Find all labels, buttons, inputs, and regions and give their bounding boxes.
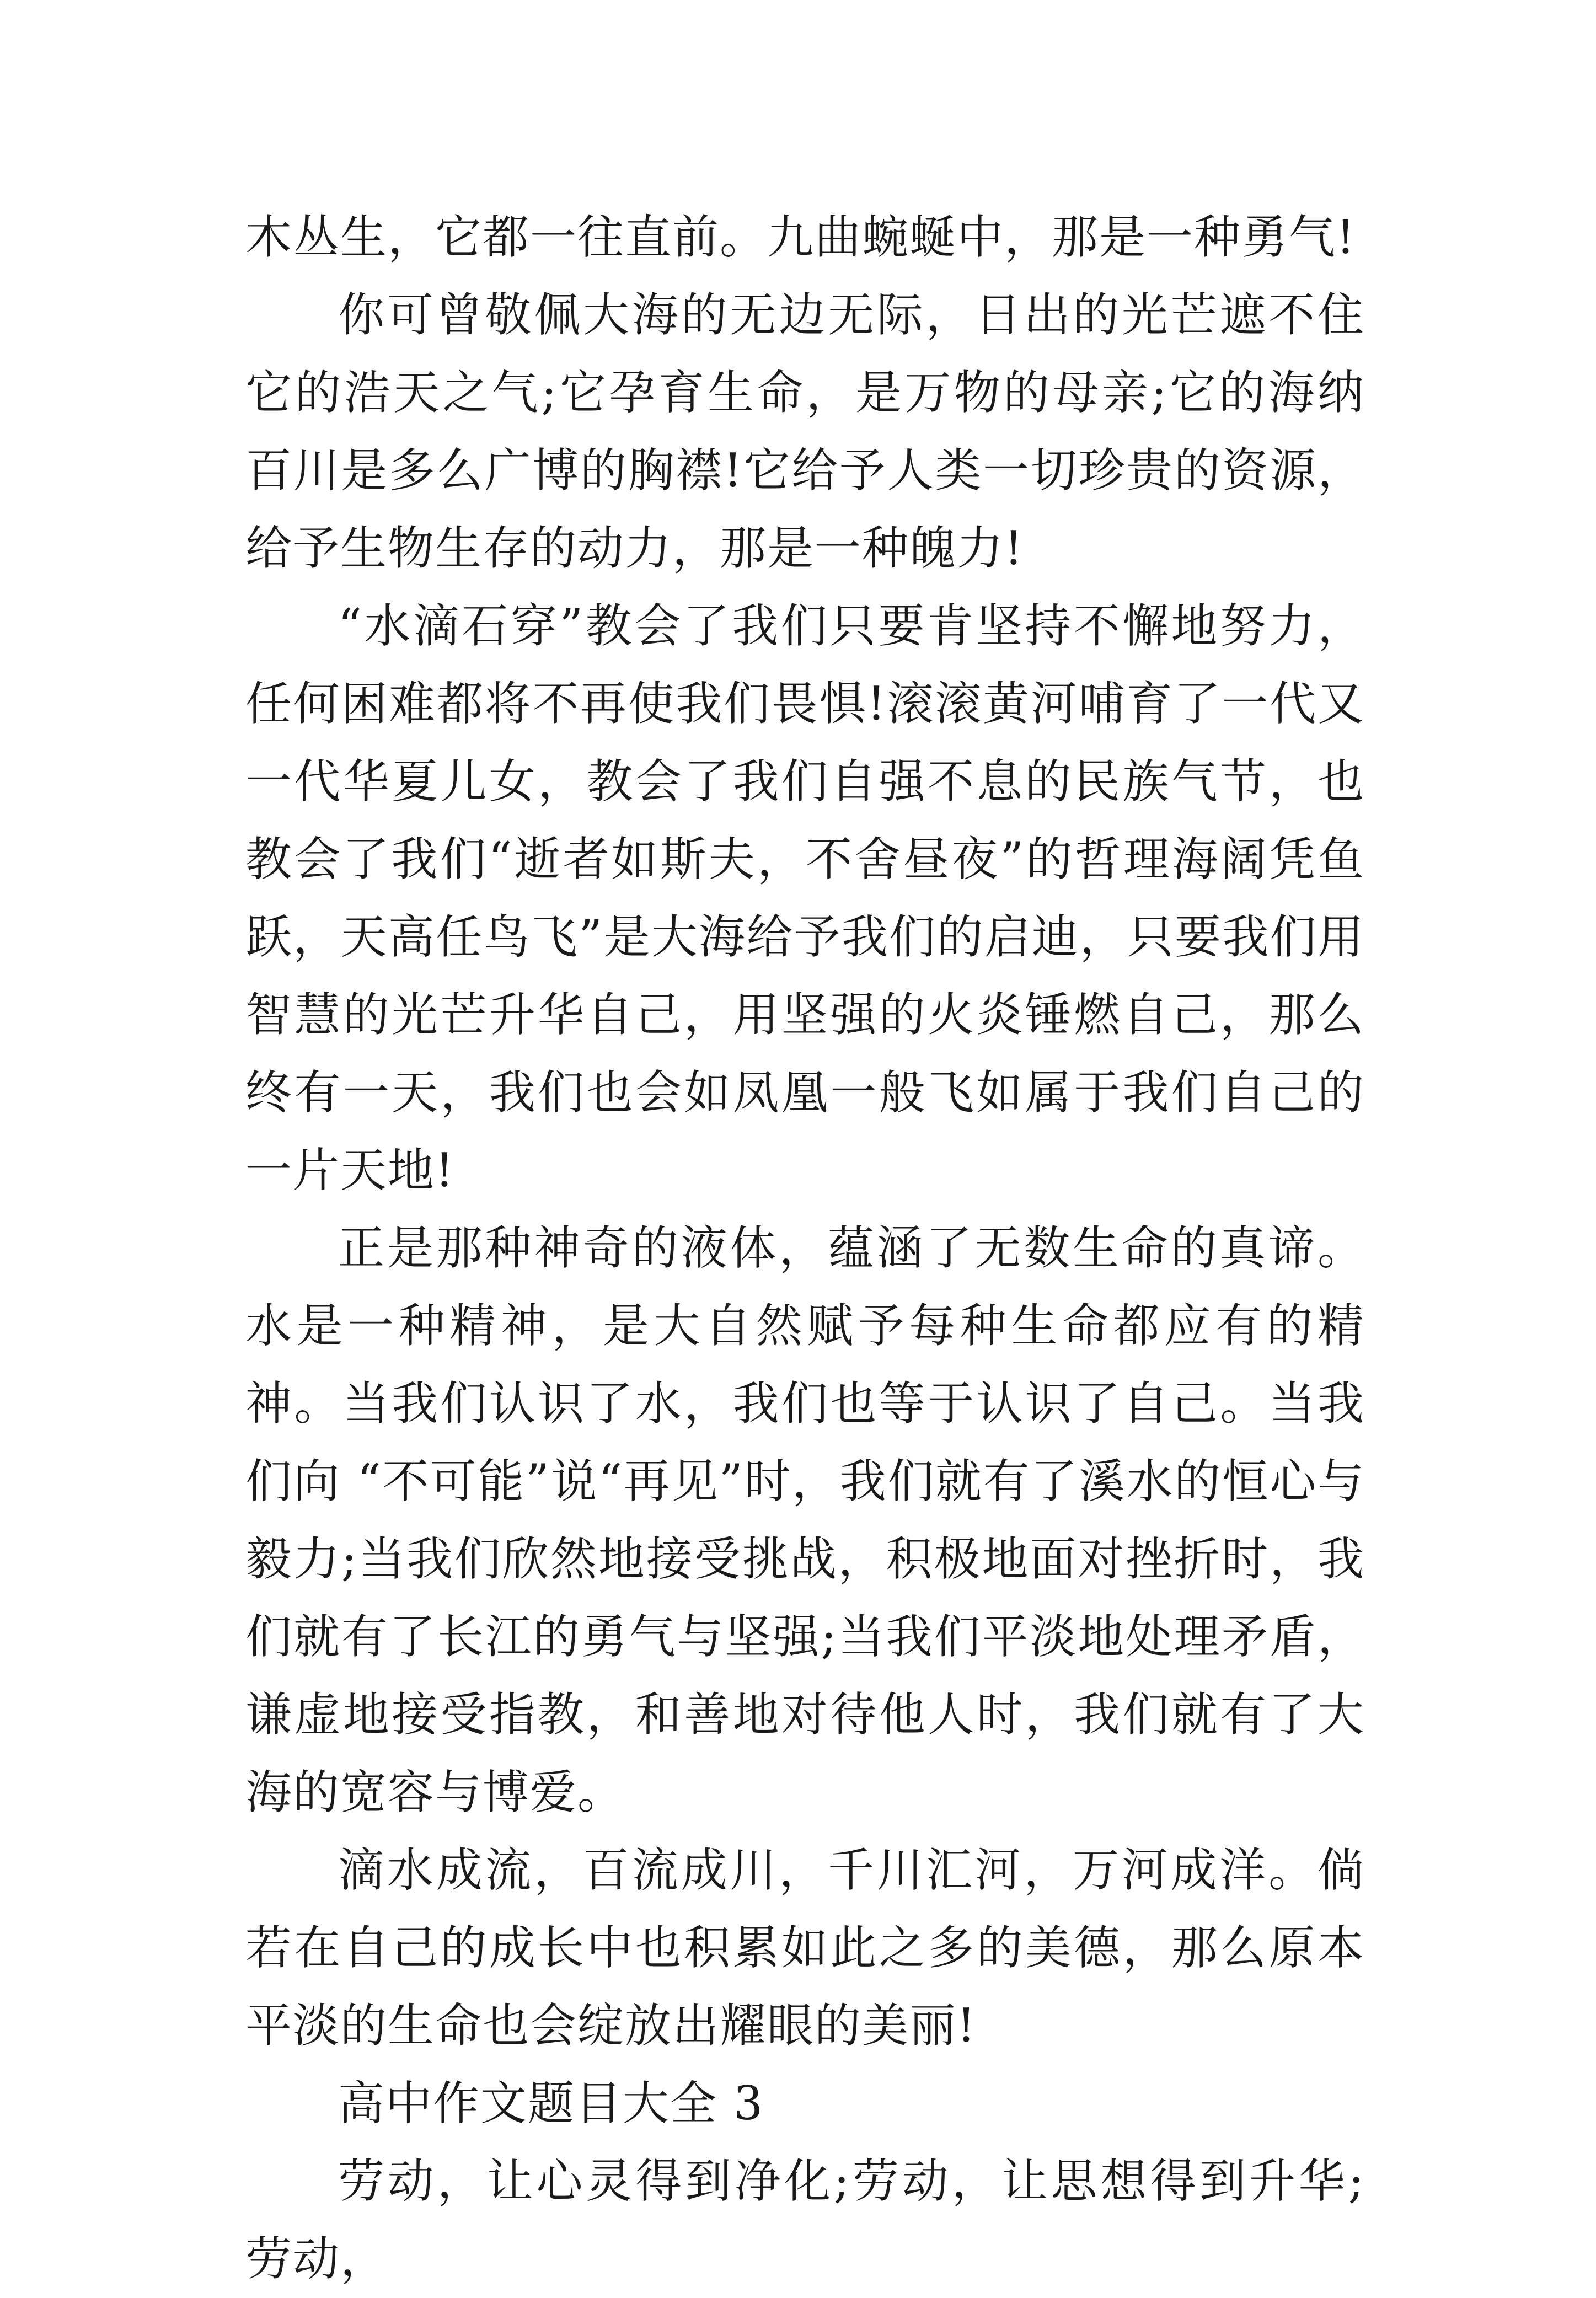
paragraph-5: 滴水成流，百流成川，千川汇河，万河成洋。倘若在自己的成长中也积累如此之多的美德，那么原本平淡的生命也会绽放出耀眼的美丽! — [245, 1843, 1365, 2053]
document-body — [245, 199, 1365, 2298]
section-heading: 高中作文题目大全 3 — [338, 2076, 764, 2130]
paragraph-6: 劳动，让心灵得到净化;劳动，让思想得到升华;劳动， — [245, 2154, 1365, 2286]
paragraph-4: 正是那种神奇的液体，蕴涵了无数生命的真谛。水是一种精神，是大自然赋予每种生命都应有的精神。当我们认识了水，我们也等于认识了自己。当我们向 “不可能”说“再见”时，我们就有了溪水的恒心与毅力;当我们欣然地接受挑战，积极地面对挫折时，我们就有了长江的勇气与坚强;当我们平淡地处理矛盾，谦虚地接受指教，和善地对待他人时，我们就有了大海的宽容与博爱。 — [245, 1221, 1365, 1819]
paragraph-3: “水滴石穿”教会了我们只要肯坚持不懈地努力，任何困难都将不再使我们畏惧!滚滚黄河哺育了一代又一代华夏儿女，教会了我们自强不息的民族气节，也教会了我们“逝者如斯夫，不舍昼夜”的哲理海阔凭鱼跃，天高任鸟飞”是大海给予我们的启迪，只要我们用智慧的光芒升华自己，用坚强的火炎锤燃自己，那么终有一天，我们也会如凤凰一般飞如属于我们自己的一片天地! — [245, 599, 1365, 1197]
paragraph-2: 你可曾敬佩大海的无边无际，日出的光芒遮不住它的浩天之气;它孕育生命，是万物的母亲;它的海纳百川是多么广博的胸襟!它给予人类一切珍贵的资源，给予生物生存的动力，那是一种魄力! — [245, 288, 1365, 575]
paragraph-1: 木丛生，它都一往直前。九曲蜿蜒中，那是一种勇气! — [245, 210, 1356, 264]
